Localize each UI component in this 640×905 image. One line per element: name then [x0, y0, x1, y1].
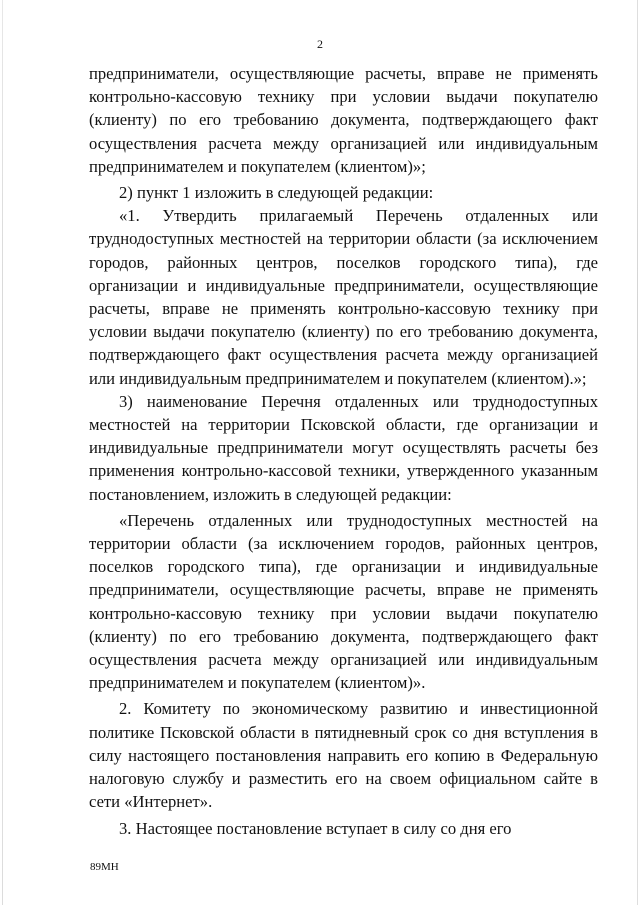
footer-document-code: 89МН — [90, 861, 119, 873]
page-number: 2 — [317, 37, 323, 51]
paragraph-clause-2: 2. Комитету по экономическому развитию и инвестиционной политике Псковской области в пятидневный срок со дня вступления в силу настоящего постановления направить его копию в Федеральную налоговую службу и разместить его на своем официальном сайте в сети «Интернет». — [89, 699, 598, 812]
scan-edge-left — [2, 0, 3, 905]
document-body — [89, 62, 598, 840]
paragraph-item-3: 3) наименование Перечня отдаленных или труднодоступных местностей на территории Псковской области, где организации и индивидуальные предприниматели могут осуществлять расчеты без применения контрольно-кассовой техники, утвержденного указанным постановлением, изложить в следующей редакции: — [89, 391, 598, 504]
paragraph-quote-list-title: «Перечень отдаленных или труднодоступных местностей на территории области (за исключением городов, районных центров, поселков городского типа), где организации и индивидуальные предприниматели, осуществляющие расчеты, вправе не применять контрольно-кассовую технику при условии выдачи покупателю (клиенту) по его требованию документа, подтверждающего факт осуществления расчета между организацией или индивидуальным предпринимателем и покупателем (клиентом)». — [89, 510, 598, 693]
paragraph-continuation: предприниматели, осуществляющие расчеты, вправе не применять контрольно-кассовую технику при условии выдачи покупателю (клиенту) по его требованию документа, подтверждающего факт осуществления расчета между организацией или индивидуальным предпринимателем и покупателем (клиентом)»; — [89, 64, 598, 176]
scan-edge-right — [637, 0, 638, 905]
paragraph-item-2: 2) пункт 1 изложить в следующей редакции: — [119, 183, 434, 203]
paragraph-clause-3: 3. Настоящее постановление вступает в силу со дня его — [119, 818, 512, 838]
paragraph-quote-point-1: «1. Утвердить прилагаемый Перечень отдаленных или труднодоступных местностей на территории области (за исключением городов, районных центров, поселков городского типа), где организации и индивидуальные предприниматели, осуществляющие расчеты, вправе не применять контрольно-кассовую технику при условии выдачи покупателю (клиенту) по его требованию документа, подтверждающего факт осуществления расчета между организацией или индивидуальным предпринимателем и покупателем (клиентом).»; — [89, 206, 598, 388]
